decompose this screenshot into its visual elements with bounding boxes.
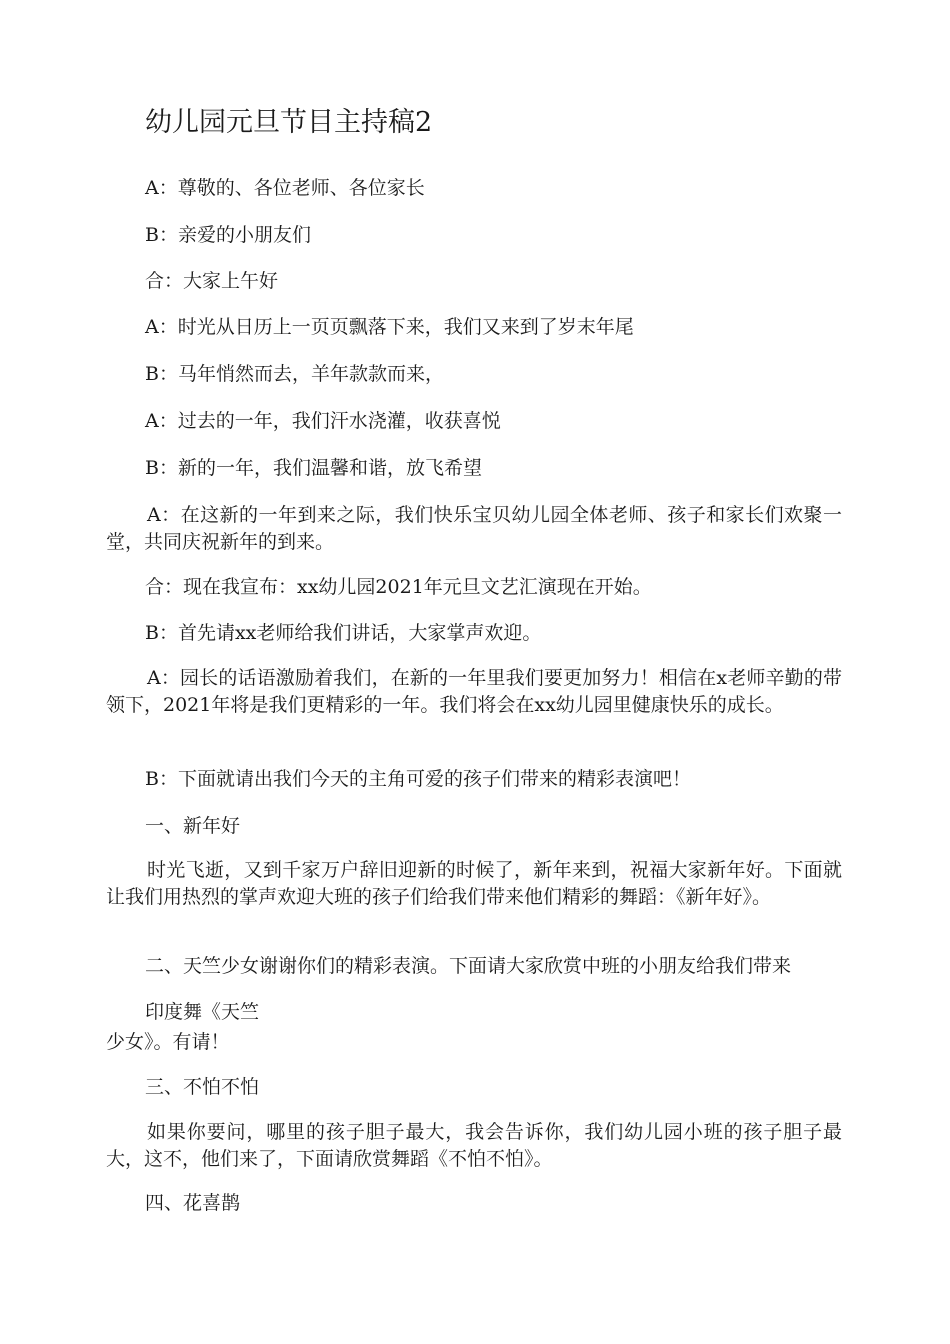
document-title: 幼儿园元旦节目主持稿2 xyxy=(145,107,433,138)
dialogue-line: A：时光从日历上一页页飘落下来，我们又来到了岁末年尾 xyxy=(145,316,634,338)
dialogue-paragraph: A：在这新的一年到来之际，我们快乐宝贝幼儿园全体老师、孩子和家长们欢聚一堂，共同庆祝新年的到来。 xyxy=(106,504,842,553)
dialogue-line: B：马年悄然而去，羊年款款而来， xyxy=(145,363,444,385)
section-heading: 三、不怕不怕 xyxy=(145,1076,260,1098)
dialogue-line: B：下面就请出我们今天的主角可爱的孩子们带来的精彩表演吧！ xyxy=(145,768,691,790)
dialogue-line: A：尊敬的、各位老师、各位家长 xyxy=(145,177,425,199)
section-paragraph: 如果你要问，哪里的孩子胆子最大，我会告诉你，我们幼儿园小班的孩子胆子最大，这不，他们来了，下面请欣赏舞蹈《不怕不怕》。 xyxy=(106,1121,842,1170)
body-line: 印度舞《天竺 xyxy=(145,1001,260,1023)
dialogue-line: B：新的一年，我们温馨和谐，放飞希望 xyxy=(145,457,482,479)
dialogue-line: B：亲爱的小朋友们 xyxy=(145,224,311,246)
dialogue-line: B：首先请xx老师给我们讲话，大家掌声欢迎。 xyxy=(145,622,542,644)
section-heading: 二、天竺少女谢谢你们的精彩表演。下面请大家欣赏中班的小朋友给我们带来 xyxy=(145,955,792,977)
section-heading: 四、花喜鹊 xyxy=(145,1192,241,1214)
dialogue-line: 合：大家上午好 xyxy=(145,270,279,292)
section-heading: 一、新年好 xyxy=(145,815,241,837)
dialogue-paragraph: A：园长的话语激励着我们，在新的一年里我们要更加努力！相信在x老师辛勤的带领下，2021年将是我们更精彩的一年。我们将会在xx幼儿园里健康快乐的成长。 xyxy=(106,667,842,716)
dialogue-line: 合：现在我宣布：xx幼儿园2021年元旦文艺汇演现在开始。 xyxy=(145,576,652,598)
dialogue-line: A：过去的一年，我们汗水浇灌，收获喜悦 xyxy=(145,410,501,432)
body-line: 少女》。有请！ xyxy=(106,1031,230,1053)
section-paragraph: 时光飞逝，又到千家万户辞旧迎新的时候了，新年来到，祝福大家新年好。下面就让我们用热烈的掌声欢迎大班的孩子们给我们带来他们精彩的舞蹈：《新年好》。 xyxy=(106,859,842,908)
